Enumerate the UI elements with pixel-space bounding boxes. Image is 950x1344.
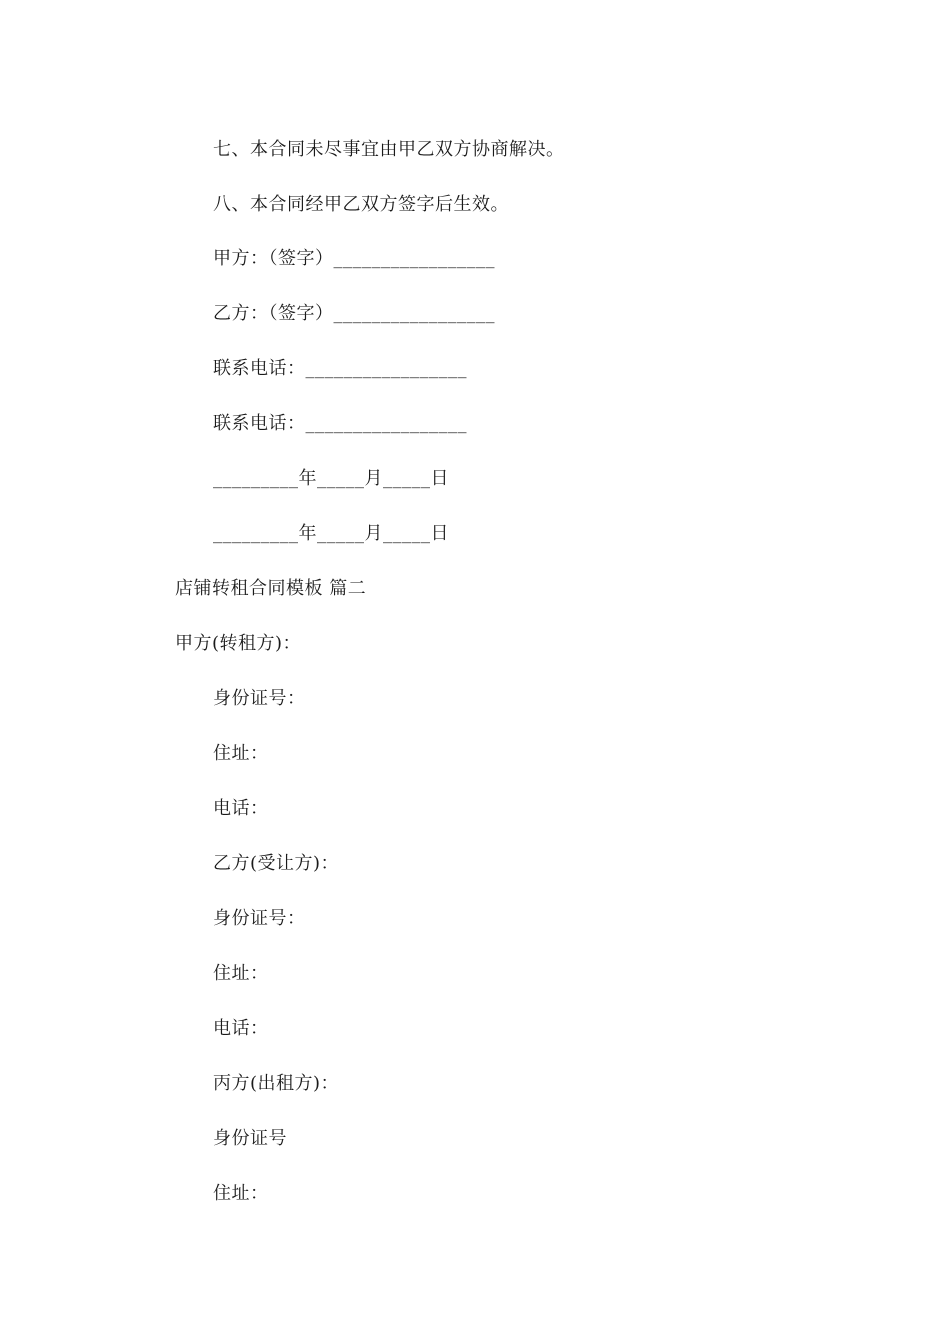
party-a-address-label: 住址： [213, 743, 269, 764]
party-b-address-label: 住址： [213, 963, 269, 984]
phone-line-1: 联系电话：_________________ [213, 358, 467, 379]
clause-7: 七、本合同未尽事宜由甲乙双方协商解决。 [213, 139, 565, 160]
party-a-signature-line: 甲方：（签字）_________________ [213, 248, 495, 269]
section-title: 店铺转租合同模板 篇二 [175, 578, 367, 599]
party-a-heading: 甲方(转租方)： [175, 633, 302, 654]
party-b-signature-line: 乙方：（签字）_________________ [213, 303, 495, 324]
party-c-id-label: 身份证号 [213, 1128, 287, 1149]
party-c-address-label: 住址： [213, 1183, 269, 1204]
party-c-heading: 丙方(出租方)： [213, 1073, 340, 1094]
party-a-phone-label: 电话： [213, 798, 269, 819]
party-b-id-label: 身份证号： [213, 908, 306, 929]
phone-line-2: 联系电话：_________________ [213, 413, 467, 434]
party-a-id-label: 身份证号： [213, 688, 306, 709]
date-line-2: _________年_____月_____日 [213, 523, 449, 544]
clause-8: 八、本合同经甲乙双方签字后生效。 [213, 194, 509, 215]
party-b-phone-label: 电话： [213, 1018, 269, 1039]
party-b-heading: 乙方(受让方)： [213, 853, 340, 874]
date-line-1: _________年_____月_____日 [213, 468, 449, 489]
